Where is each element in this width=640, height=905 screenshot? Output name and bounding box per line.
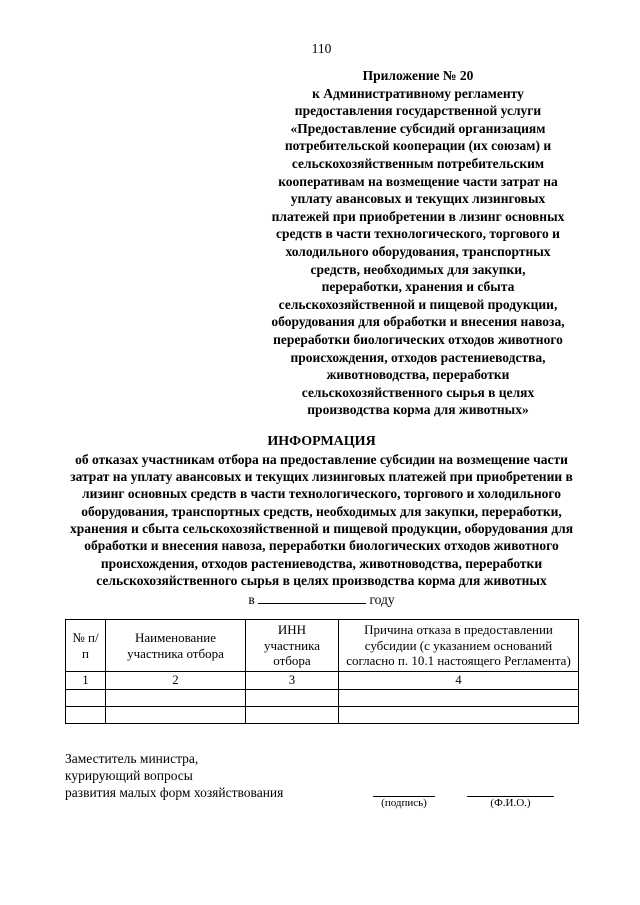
name-line (467, 784, 554, 797)
appendix-line: Приложение № 20 (362, 68, 474, 83)
signature-name-label: (Ф.И.О.) (490, 796, 531, 809)
table-header-cell-inn: ИНН участника отбора (246, 620, 339, 672)
appendix-line: сельскохозяйственной и пищевой продукции, (278, 296, 558, 312)
signature-sign-field (373, 784, 435, 810)
year-suffix: году (369, 592, 395, 608)
table-cell (66, 706, 106, 723)
rejections-table (65, 619, 579, 724)
table-cell (246, 706, 339, 723)
appendix-line: оборудования для обработки и внесения навоза, (271, 314, 565, 330)
table-cell (66, 689, 106, 706)
appendix-line: сельскохозяйственным потребительским (291, 155, 545, 171)
table-numbering-row (66, 671, 579, 689)
table-cell (106, 689, 246, 706)
signature-name-field (467, 784, 554, 810)
numbering-cell: 2 (106, 671, 246, 689)
year-blank-field (258, 591, 366, 604)
appendix-line: кооперативам на возмещение части затрат на (278, 173, 558, 189)
signature-fields (373, 784, 554, 810)
table-header-row (66, 620, 579, 672)
signature-position (65, 750, 385, 801)
appendix-line: к Административному регламенту (312, 85, 524, 101)
numbering-cell: 1 (66, 671, 106, 689)
table-header-cell-number: № п/п (66, 620, 106, 672)
appendix-line: холодильного оборудования, транспортных (285, 243, 551, 259)
page-number: 110 (311, 41, 332, 56)
appendix-line: предоставления государственной услуги (294, 103, 542, 119)
table-header-cell-reason: Причина отказа в предоставлении субсидии (с указанием оснований согласно п. 10.1 настоящего Регламента) (339, 620, 579, 672)
info-body: об отказах участникам отбора на предоставление субсидии на возмещение части затрат на уплату авансовых и текущих лизинговых платежей при приобретении в лизинг основных средств в части технологического, торгового и холодильного оборудования, транспортных средств, необходимых для закупки, переработки, хранения и сбыта сельскохозяйственной и пищевой продукции, оборудования для обработки и внесения навоза, переработки биологических отходов животного происхождения, отходов растениеводства, животноводства, переработки сельскохозяйственного сырья в целях производства корма для животных (69, 451, 574, 588)
appendix-line: платежей при приобретении в лизинг основных (271, 208, 565, 224)
info-title: ИНФОРМАЦИЯ (267, 433, 376, 449)
numbering-cell: 3 (246, 671, 339, 689)
appendix-line: средств, необходимых для закупки, (310, 261, 526, 277)
table-row (66, 689, 579, 706)
signature-position-line: Заместитель министра, (65, 750, 199, 766)
numbering-cell: 4 (339, 671, 579, 689)
appendix-line: уплату авансовых и текущих лизинговых (290, 191, 546, 207)
table-cell (339, 689, 579, 706)
appendix-line: средств в части технологического, торгового и (276, 226, 560, 242)
signature-position-line: курирующий вопросы (65, 767, 193, 783)
signature-block (65, 750, 578, 809)
appendix-line: переработки биологических отходов животного (273, 331, 563, 347)
appendix-line: переработки, хранения и сбыта (321, 279, 515, 295)
year-line (65, 591, 578, 609)
appendix-line: производства корма для животных» (307, 402, 529, 418)
table-cell (246, 689, 339, 706)
table-header-cell-participant: Наименование участника отбора (106, 620, 246, 672)
year-prefix: в (248, 592, 255, 608)
table-cell (339, 706, 579, 723)
table-row (66, 706, 579, 723)
signature-sign-label: (подпись) (381, 796, 427, 809)
appendix-line: потребительской кооперации (их союзам) и (284, 138, 552, 154)
appendix-line: животноводства, переработки (326, 367, 510, 383)
signature-line (373, 784, 435, 797)
appendix-block (222, 67, 614, 419)
signature-position-line: развития малых форм хозяйствования (65, 784, 284, 800)
appendix-line: сельскохозяйственного сырья в целях (301, 384, 535, 400)
appendix-line: происхождения, отходов растениеводства, (290, 349, 546, 365)
table-cell (106, 706, 246, 723)
appendix-line: «Предоставление субсидий организациям (290, 120, 546, 136)
